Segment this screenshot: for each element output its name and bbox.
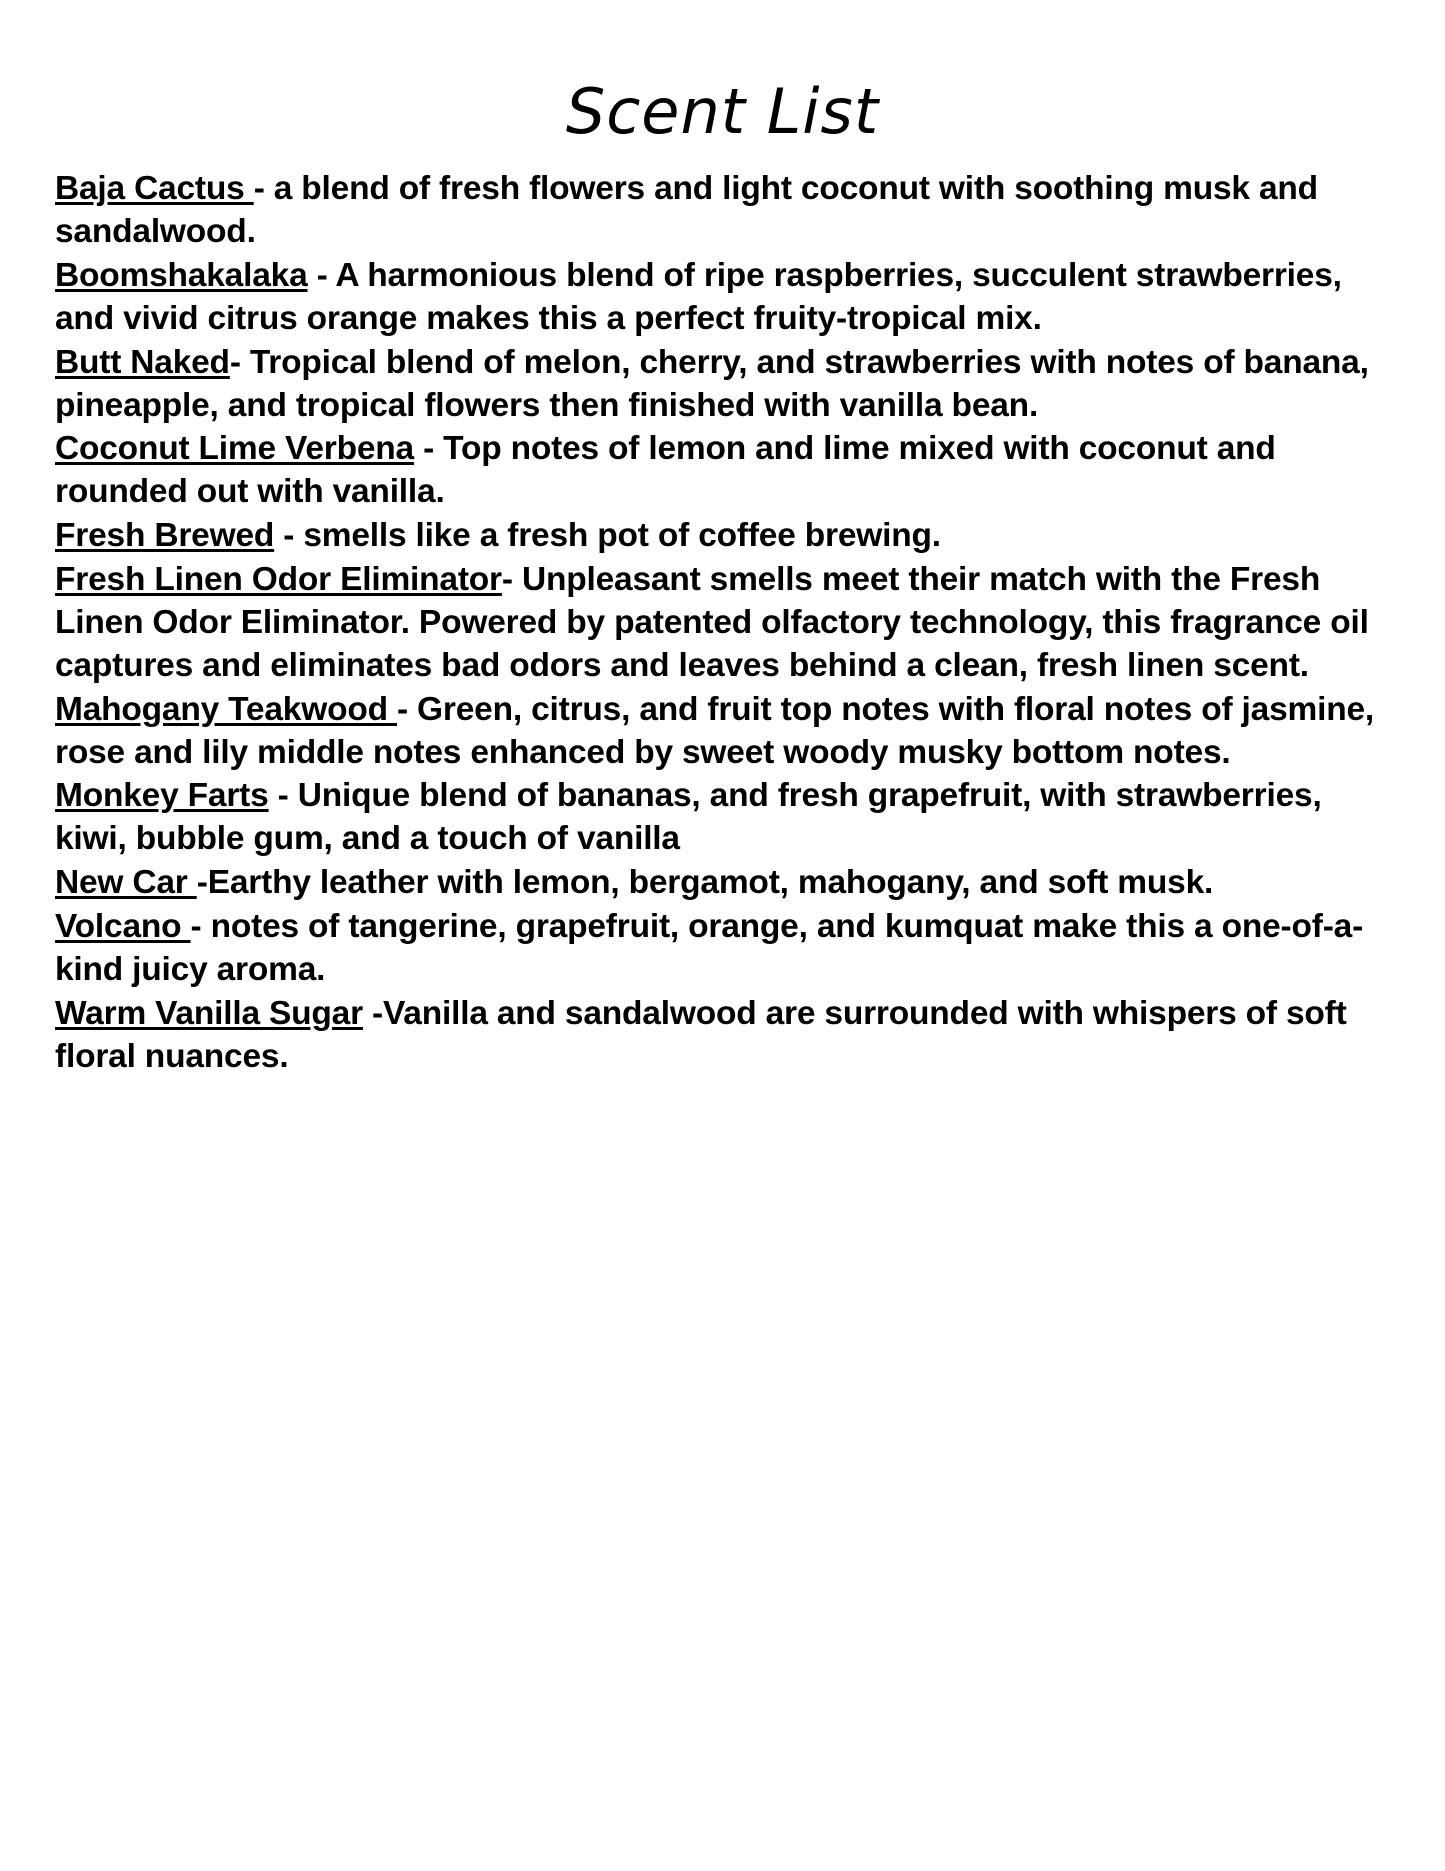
list-item [55, 342, 1390, 428]
scent-name: Mahogany Teakwood [55, 690, 397, 728]
scent-name: Fresh Linen Odor Eliminator [55, 561, 502, 599]
scent-description: -Earthy leather with lemon, bergamot, mahogany, and soft musk. [196, 864, 1214, 902]
scent-description: - Tropical blend of melon, cherry, and strawberries with notes of banana, pineapple, and tropical flowers then finished with vanilla bean. [55, 343, 1369, 424]
scent-name: Monkey Farts [55, 777, 269, 815]
scent-name: Butt Naked [55, 343, 230, 381]
scent-name: Baja Cactus [55, 170, 254, 208]
scent-name: Coconut Lime Verbena [55, 430, 414, 468]
scent-name: Fresh Brewed [55, 517, 275, 555]
scent-name: Volcano [55, 908, 191, 946]
scent-name: New Car [55, 864, 197, 902]
list-item [55, 428, 1390, 514]
scent-name: Warm Vanilla Sugar [55, 994, 363, 1032]
scent-description: - Green, citrus, and fruit top notes with floral notes of jasmine, rose and lily middle notes enhanced by sweet woody musky bottom notes. [55, 690, 1374, 771]
page-title: Scent List [565, 75, 880, 148]
list-item [55, 255, 1390, 341]
scent-description: - Top notes of lemon and lime mixed with coconut and rounded out with vanilla. [55, 430, 1276, 511]
list-item [55, 775, 1390, 861]
list-item [55, 862, 1390, 905]
scent-list [55, 168, 1390, 1078]
list-item [55, 168, 1390, 254]
list-item [55, 515, 1390, 558]
list-item [55, 993, 1390, 1079]
scent-description: - A harmonious blend of ripe raspberries, succulent strawberries, and vivid citrus orange makes this a perfect fruity-tropical mix. [55, 256, 1342, 337]
scent-description: - a blend of fresh flowers and light coconut with soothing musk and sandalwood. [55, 170, 1318, 251]
scent-description: - Unique blend of bananas, and fresh grapefruit, with strawberries, kiwi, bubble gum, and a touch of vanilla [55, 777, 1322, 858]
scent-description: - smells like a fresh pot of coffee brewing. [274, 517, 941, 555]
scent-description: - Unpleasant smells meet their match with the Fresh Linen Odor Eliminator. Powered by patented olfactory technology, this fragrance oil captures and eliminates bad odors and leaves behind a clean, fresh linen scent. [55, 561, 1369, 684]
scent-description: - notes of tangerine, grapefruit, orange, and kumquat make this a one-of-a-kind juicy aroma. [55, 908, 1364, 988]
scent-name: Boomshakalaka [55, 256, 308, 294]
list-item [55, 689, 1390, 775]
list-item [55, 906, 1390, 992]
scent-description: -Vanilla and sandalwood are surrounded with whispers of soft floral nuances. [55, 994, 1347, 1075]
list-item [55, 559, 1390, 688]
